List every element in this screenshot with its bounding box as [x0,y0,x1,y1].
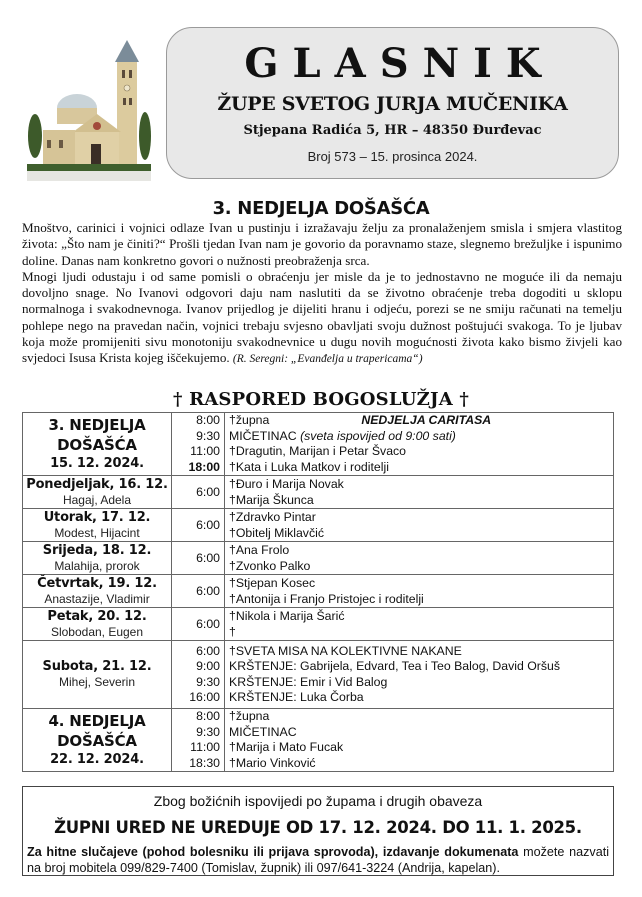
mass-time: 16:00 [189,690,220,704]
day-name: DOŠAŠĆA [57,732,137,750]
intentions-cell [225,709,614,772]
mass-intention: †Marija Škunca [229,493,314,507]
day-name: Ponedjeljak, 16. 12. [26,476,168,492]
mass-time: 8:00 [196,709,220,723]
saints-names: Malahija, prorok [54,558,140,573]
day-cell [23,575,172,608]
office-notice-box [22,786,614,876]
day-name: Utorak, 17. 12. [43,509,151,525]
mass-time: 6:00 [172,476,225,509]
day-cell [23,509,172,542]
newsletter-title: GLASNIK [244,40,555,87]
saints-names: Anastazije, Vladimir [44,591,150,606]
article-paragraph-text: Mnogi ljudi odustaju i od same pomisli o obraćenju jer misle da je to jednostavno ne moguće ili da nemaju dovoljno snage. No Ivanovi odgovori daju nam naslutiti da se životno obraćenje treba dogoditi u sklopu normalnoga i svakodnevnoga. Ivanov prijedlog je dijeliti hranu i odjeću, porezi se ne smiju računati na temelju pohlepe nego na pravedan način, vojnici trebaju svjesno obavljati svoju dužnost poštujući svakoga. To je ljubav koja može promijeniti sivu monotoniju svakodnevnice u dugu novih mogućnosti života kako bismo živjeli kao svjedoci Isusa Krista kojeg iščekujemo. [22,268,622,366]
mass-intention: MIČETINAC [229,724,297,739]
notice-contact-rest: možete nazvati na broj mobitela 099/829-7400 (Tomislav, župnik) ili 097/641-3224 (Andrija, kapelan). [27,845,610,875]
confession-note: (sveta ispovijed od 9:00 sati) [300,428,456,443]
mass-intention [229,413,613,429]
article-body [22,220,622,368]
article-citation: (R. Seregni: „Evanđelja u trapericama“) [232,353,423,366]
parish-name: ŽUPE SVETOG JURJA MUČENIKA [217,93,568,115]
mass-intention: KRŠTENJE: Luka Čorba [229,690,364,704]
intentions-cell [225,575,614,608]
intentions-cell [225,608,614,641]
mass-time: 18:00 [188,459,220,474]
table-row [23,575,614,608]
mass-intention: †Zdravko Pintar [229,510,316,524]
schedule-title: † RASPORED BOGOSLUŽJA † [173,389,469,410]
saints-names: Hagaj, Adela [62,492,132,507]
day-date: 15. 12. 2024. [50,456,144,471]
mass-intention: †Mario Vinković [229,755,316,770]
mass-time: 9:30 [196,724,220,739]
mass-intention: †Antonija i Franjo Pristojec i roditelji [229,592,424,606]
saints-names: Modest, Hijacint [54,525,140,540]
day-name: 4. NEDJELJA [48,712,146,730]
times-cell [172,641,225,709]
day-cell [23,608,172,641]
mass-intention: †Đuro i Marija Novak [229,477,344,491]
table-row [23,509,614,542]
mass-time: 9:30 [196,674,220,689]
mass-intention: †SVETA MISA NA KOLEKTIVNE NAKANE [229,643,462,658]
mass-intention: †Marija i Mato Fucak [229,740,344,754]
day-cell [23,542,172,575]
day-name: Četvrtak, 19. 12. [37,575,157,591]
intention-text: MIČETINAC [229,428,301,443]
mass-intention: †Dragutin, Marijan i Petar Švaco [229,444,407,458]
intention-text: †župna [229,413,270,427]
mass-time: 6:00 [172,575,225,608]
intentions-cell [225,509,614,542]
day-cell [23,709,172,772]
times-cell [172,709,225,772]
mass-intention: †župna [229,709,270,723]
mass-intention: †Ana Frolo [229,543,290,557]
article-title: 3. NEDJELJA DOŠAŠĆA [212,198,430,219]
mass-intention: † [229,625,236,639]
table-row [23,709,614,772]
mass-time: 11:00 [190,444,220,458]
saints-names: Slobodan, Eugen [50,624,144,639]
table-row [23,542,614,575]
notice-headline: ŽUPNI URED NE UREDUJE OD 17. 12. 2024. DO 11. 1. 2025. [54,818,582,837]
table-row [23,476,614,509]
mass-intention: KRŠTENJE: Gabrijela, Edvard, Tea i Teo Balog, David Oršuš [229,659,561,673]
masthead [166,27,619,179]
church-photo [27,36,151,181]
mass-intention: †Obitelj Miklavčić [229,526,324,540]
day-name: DOŠAŠĆA [57,436,137,454]
mass-intention: †Nikola i Marija Šarić [229,609,345,623]
caritas-note: NEDJELJA CARITASA [361,413,492,427]
day-name: Subota, 21. 12. [42,659,152,674]
day-name: 3. NEDJELJA [48,416,146,434]
mass-intention: †Zvonko Palko [229,559,311,573]
mass-intention: KRŠTENJE: Emir i Vid Balog [229,674,388,689]
mass-time: 18:30 [189,755,220,770]
mass-intention: †Kata i Luka Matkov i roditelji [229,459,389,474]
mass-time: 11:00 [190,740,220,754]
day-cell [23,476,172,509]
mass-time: 6:00 [172,542,225,575]
day-name: Petak, 20. 12. [47,608,147,624]
day-cell [23,641,172,709]
mass-time: 8:00 [196,413,220,427]
intentions-cell [225,542,614,575]
table-row [23,413,614,476]
mass-schedule-table [22,412,614,772]
mass-time: 6:00 [196,643,220,658]
article-paragraph: Mnoštvo, carinici i vojnici odlaze Ivan u pustinju i izražavaju želju za pronalaženjem smisla i smjera vlastitog života: „Što nam je činiti?“ Prošli tjedan Ivan nam je govorio da poravnamo staze, slegnemo brežuljke i ispunimo doline. Danas nam konkretno govori o nužnosti preobraženja srca. [22,220,622,268]
table-row [23,608,614,641]
church-icon [27,36,151,181]
article-paragraph [22,269,622,368]
issue-info: Broj 573 – 15. prosinca 2024. [307,149,478,164]
times-cell [172,413,225,476]
day-name: Srijeda, 18. 12. [42,542,152,558]
notice-intro: Zbog božićnih ispovijedi po župama i drugih obaveza [153,793,483,809]
mass-time: 9:30 [196,428,220,443]
table-row [23,641,614,709]
intentions-cell [225,641,614,709]
mass-time: 6:00 [172,509,225,542]
mass-time: 9:00 [196,659,220,673]
notice-contact [23,844,613,876]
intentions-cell [225,476,614,509]
parish-address: Stjepana Radića 5, HR – 48350 Đurđevac [243,123,542,138]
notice-contact-bold: Za hitne slučajeve (pohod bolesniku ili prijava sprovoda), izdavanje dokumenata [27,845,519,859]
day-cell [23,413,172,476]
mass-time: 6:00 [172,608,225,641]
saints-names: Mihej, Severin [58,675,136,689]
intentions-cell [225,413,614,476]
day-date: 22. 12. 2024. [50,752,144,767]
mass-intention: †Stjepan Kosec [229,576,316,590]
mass-intention [229,429,613,445]
